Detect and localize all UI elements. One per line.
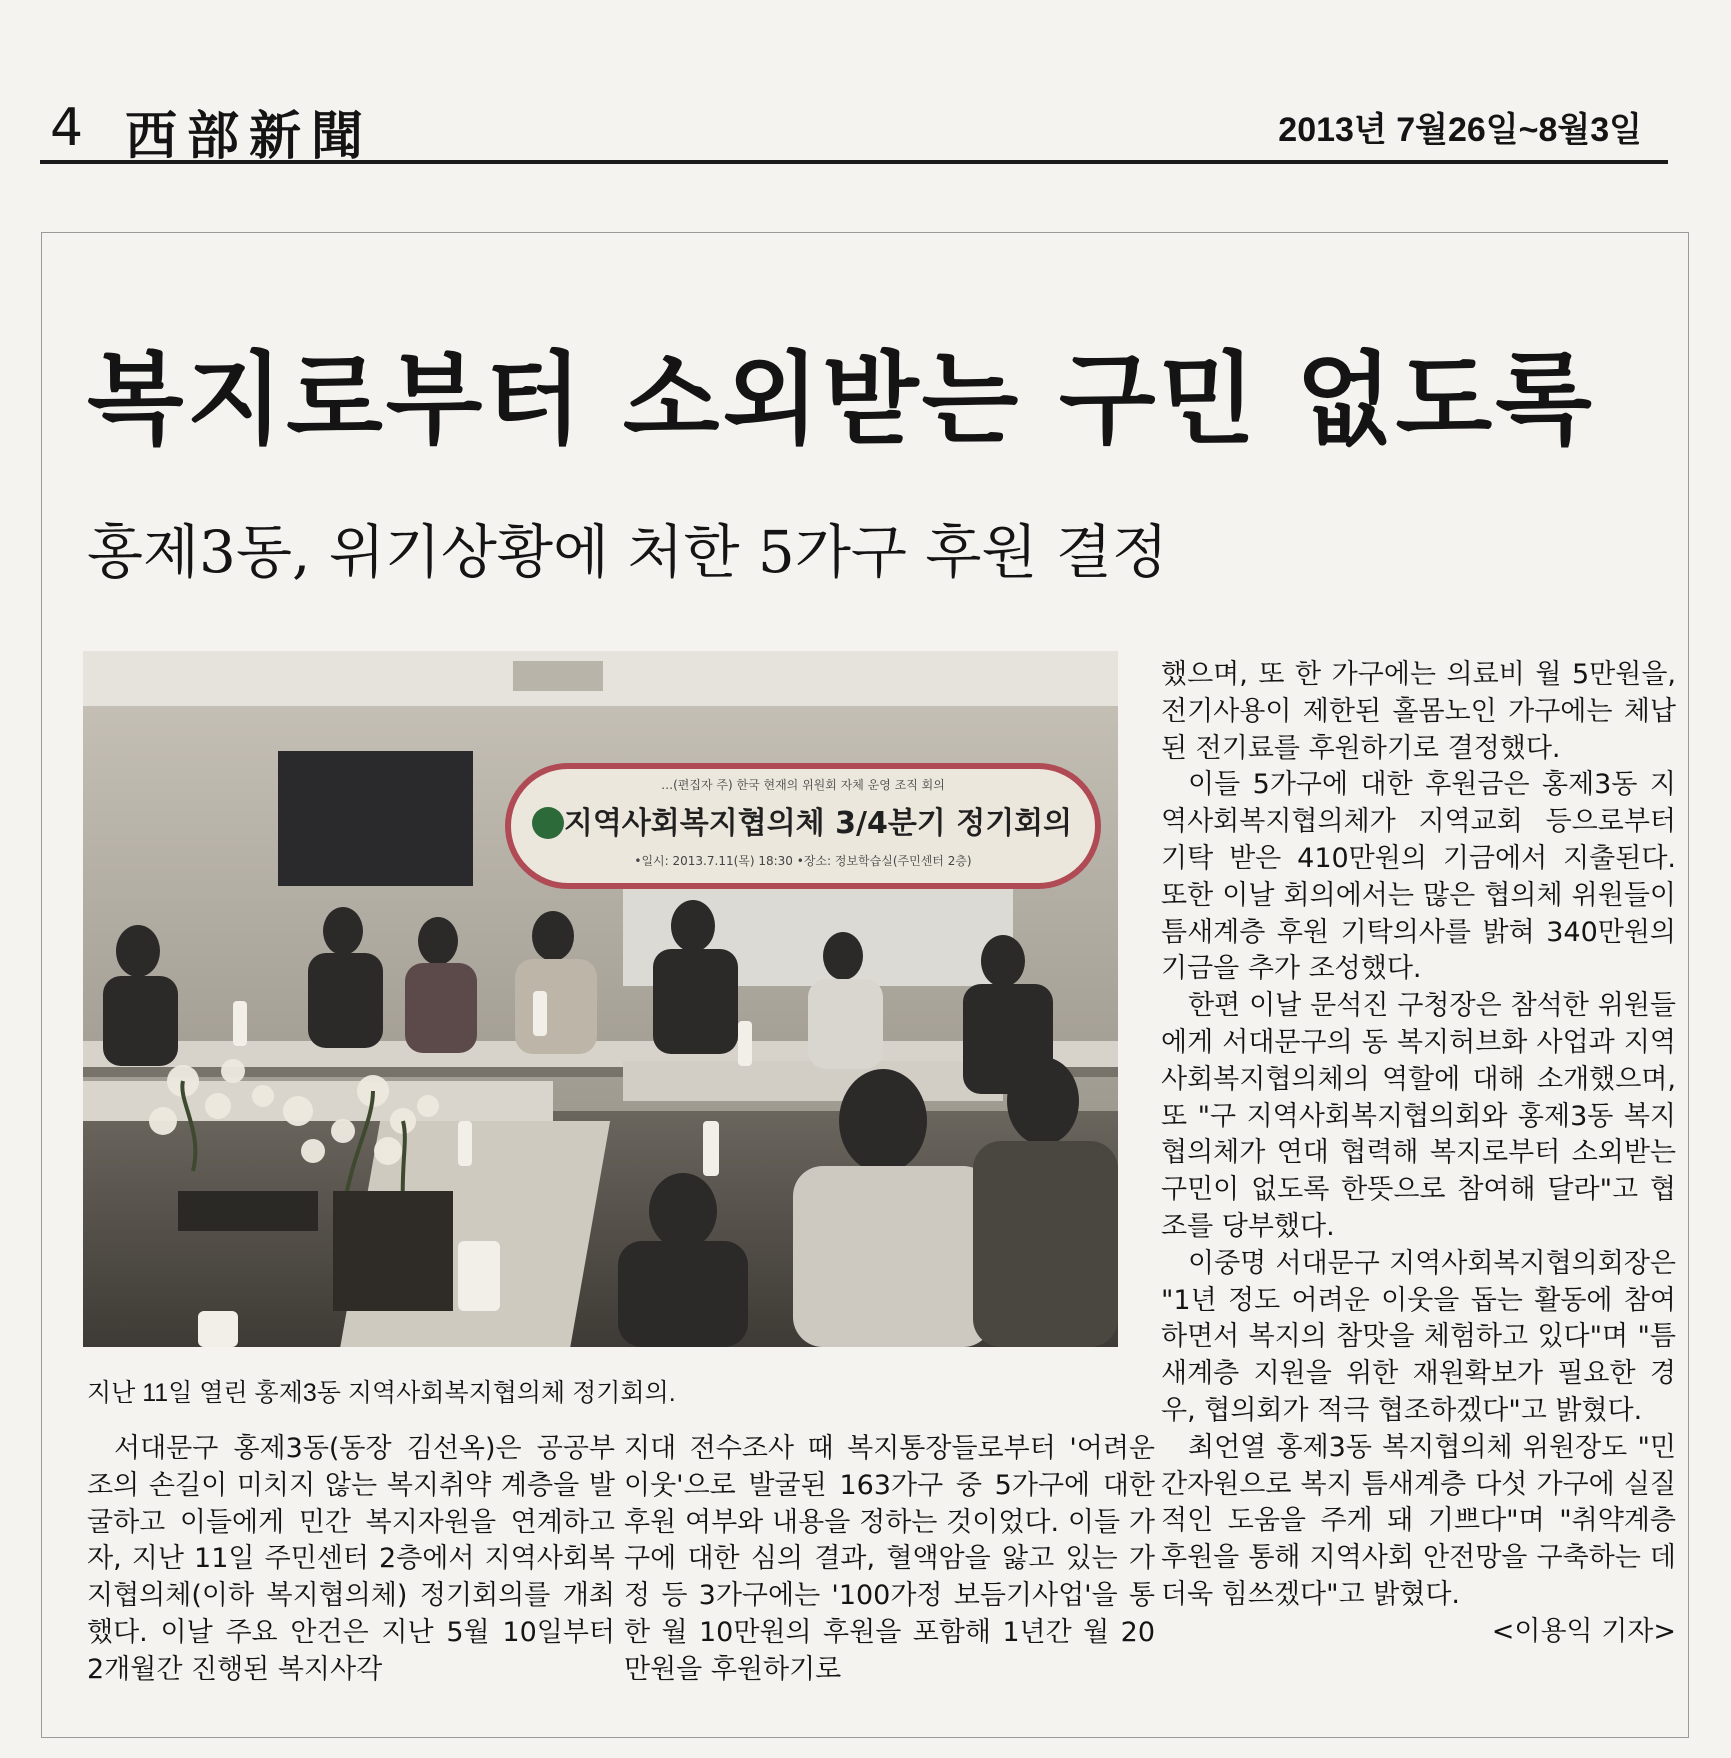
byline: <이용익 기자> <box>1491 1615 1676 1647</box>
newspaper-name: 西部新聞 <box>125 106 374 167</box>
banner-top-text: …(편집자 주) 한국 현재의 위원회 자체 운영 조직 회의 <box>661 778 945 792</box>
issue-date: 2013년 7월26일~8월3일 <box>1278 111 1642 149</box>
article-column-3 <box>1161 657 1676 1651</box>
article-column-1 <box>87 1431 615 1689</box>
paragraph: 이중명 서대문구 지역사회복지협의회장은 "1년 정도 어려운 이웃을 돕는 활동에 참여하면서 복지의 참맛을 체험하고 있다"며 "틈새계층 지원을 위한 재원확보가 필요한 경우, 협의회가 적극 협조하겠다"고 밝혔다. <box>1161 1247 1676 1426</box>
banner-main-text: 지역사회복지협의체 3/4분기 정기회의 <box>563 806 1073 841</box>
paragraph: 지대 전수조사 때 복지통장들로부터 '어려운 이웃'으로 발굴된 163가구 중 5가구에 대한 후원 여부와 내용을 정하는 것이었다. 이들 가구에 대한 심의 결과, 혈액암을 앓고 있는 가정 등 3가구에는 '100가정 보듬기사업'을 통한 월 10만원의 후원을 포함해 1년간 월 20만원을 후원하기로 <box>624 1433 1155 1685</box>
paragraph: 이들 5가구에 대한 후원금은 홍제3동 지역사회복지협의체가 지역교회 등으로부터 기탁 받은 410만원의 기금에서 지출된다. 또한 이날 회의에서는 많은 협의체 위원들이 틈새계층 후원 기탁의사를 밝혀 340만원의 기금을 추가 조성했다. <box>1161 769 1676 985</box>
headline: 복지로부터 소외받는 구민 없도록 <box>87 341 1595 458</box>
tv-screen <box>278 751 473 886</box>
subheadline: 홍제3동, 위기상황에 처한 5가구 후원 결정 <box>87 518 1168 586</box>
article-column-2 <box>624 1431 1155 1689</box>
paragraph: 서대문구 홍제3동(동장 김선옥)은 공공부조의 손길이 미치지 않는 복지취약 계층을 발굴하고 이들에게 민간 복지자원을 연계하고자, 지난 11일 주민센터 2층에서 지역사회복지협의체(이하 복지협의체) 정기회의를 개최했다. 이날 주요 안건은 지난 5월 10일부터 2개월간 진행된 복지사각 <box>87 1433 615 1685</box>
paragraph: 한편 이날 문석진 구청장은 참석한 위원들에게 서대문구의 동 복지허브화 사업과 지역사회복지협의체의 역할에 대해 소개했으며, 또 "구 지역사회복지협의회와 홍제3동 복지협의체가 연대 협력해 복지로부터 소외받는 구민이 없도록 한뜻으로 참여해 달라"고 협조를 당부했다. <box>1161 990 1676 1242</box>
paragraph: 최언열 홍제3동 복지협의체 위원장도 "민간자원으로 복지 틈새계층 다섯 가구에 실질적인 도움을 주게 돼 기쁘다"며 "취약계층 후원을 통해 지역사회 안전망을 구축하는 데 더욱 힘쓰겠다"고 밝혔다. <box>1161 1431 1676 1610</box>
photo-caption: 지난 11일 열린 홍제3동 지역사회복지협의체 정기회의. <box>87 1379 676 1407</box>
article <box>41 232 1689 1738</box>
banner-bottom-text: •일시: 2013.7.11(목) 18:30 •장소: 정보학습실(주민센터 2층) <box>634 854 972 868</box>
masthead <box>40 88 1668 167</box>
paragraph: 했으며, 또 한 가구에는 의료비 월 5만원을, 전기사용이 제한된 홀몸노인 가구에는 체납된 전기료를 후원하기로 결정했다. <box>1161 659 1676 764</box>
page-number: 4 <box>50 98 84 158</box>
meeting-photo <box>83 651 1118 1347</box>
